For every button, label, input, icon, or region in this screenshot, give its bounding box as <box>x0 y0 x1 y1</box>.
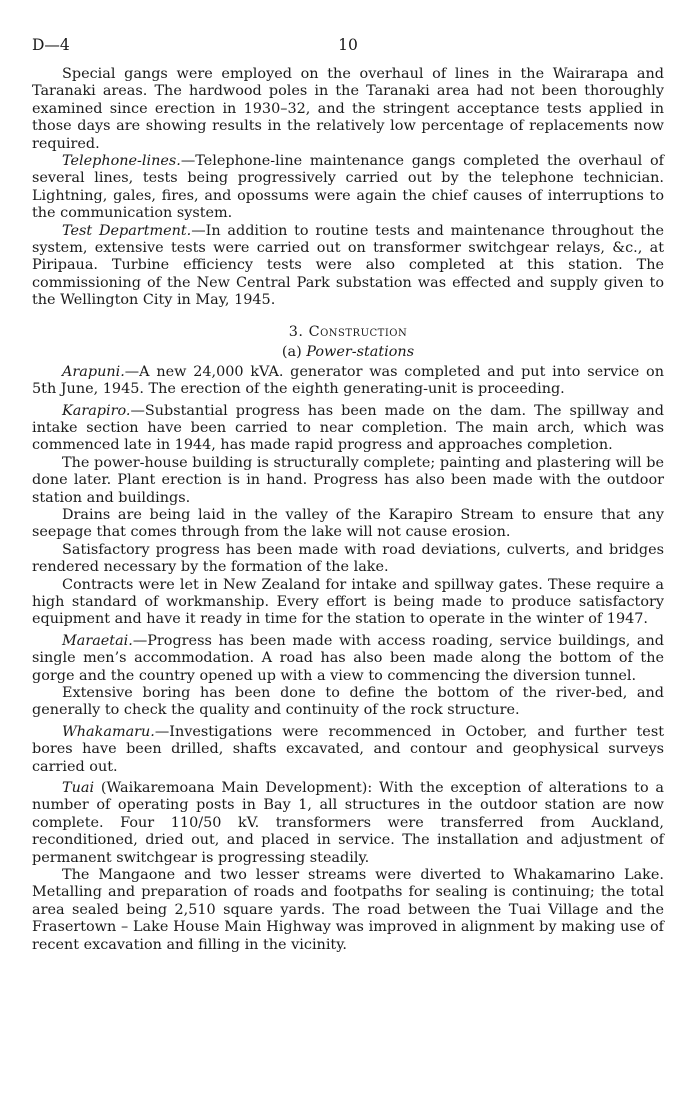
section-number: 3. <box>288 323 304 340</box>
paragraph <box>32 577 664 629</box>
paragraph-lead: Arapuni. <box>62 363 125 380</box>
section-title: Construction <box>308 323 408 340</box>
paragraph-text: The power-house building is structurally complete; painting and plastering will be done later. Plant erection is in hand. Progress has also been made with the outdoor station and buildings. <box>32 454 664 506</box>
paragraph-lead: Tuai <box>62 780 95 797</box>
construction-section <box>32 364 664 954</box>
subsection-title: Power-stations <box>306 343 415 360</box>
paragraph-lead: Whakamaru. <box>62 723 155 740</box>
subsection-heading <box>32 343 664 361</box>
paragraph-text: Contracts were let in New Zealand for intake and spillway gates. These require a high standard of workmanship. Every effort is being made to produce satisfactory equipment and have it ready in time for the station to operate in the winter of 1947. <box>32 576 664 628</box>
paragraph <box>32 633 664 685</box>
paragraph-lead: Karapiro. <box>62 402 131 419</box>
paragraph-text: Drains are being laid in the valley of the Karapiro Stream to ensure that any seepage that comes through from the lake will not cause erosion. <box>32 506 664 541</box>
paragraph-text: —Substantial progress has been made on the dam. The spillway and intake section have been carried to near completion. The main arch, which was commenced late in 1944, has made rapid progress and approaches completion. <box>32 402 664 454</box>
page-header <box>32 36 664 58</box>
paragraph-text: —In addition to routine tests and maintenance throughout the system, extensive tests were carried out on transformer switchgear relays, &c., at Piripaua. Turbine efficiency tests were also completed at this station. The commissioning of the New Central Park substation was effected and supply given to the Wellington City in May, 1945. <box>32 222 664 309</box>
paragraph <box>32 223 664 310</box>
paragraph-text: Special gangs were employed on the overhaul of lines in the Wairarapa and Taranaki areas. The hardwood poles in the Taranaki area had not been thoroughly examined since erection in 1930–32, and the stringent acceptance tests applied in those days are showing results in the relatively low percentage of replacements now required. <box>32 66 664 152</box>
paragraph-text: Extensive boring has been done to define the bottom of the river-bed, and generally to check the quality and continuity of the rock structure. <box>32 685 664 719</box>
paragraph <box>32 780 664 867</box>
paragraph-text: —Telephone-line maintenance gangs completed the overhaul of several lines, tests being progressively carried out by the telephone technician. Lightning, gales, fires, and opossums were again the chief causes of interruptions to the communication system. <box>32 153 664 222</box>
paragraph-text: The Mangaone and two lesser streams were diverted to Whakamarino Lake. Metalling and preparation of roads and footpaths for sealing is continuing; the total area sealed being 2,510 square yards. The road between the Tuai Village and the Frasertown – Lake House Main Highway was improved in alignment by making use of recent excavation and filling in the vicinity. <box>32 867 664 953</box>
paragraph-text: (Waikaremoana Main Development): With the exception of alterations to a number of operating posts in Bay 1, all structures in the outdoor station are now complete. Four 110/50 kV. transformers were transferred from Auckland, reconditioned, dried out, and placed in service. The installation and adjustment of permanent switchgear is progressing steadily. <box>32 780 664 866</box>
maintenance-section <box>32 66 664 310</box>
paragraph <box>32 507 664 542</box>
page-number: 10 <box>338 36 358 54</box>
subsection-label: (a) <box>281 343 302 360</box>
paragraph <box>32 403 664 455</box>
section-heading <box>32 323 664 341</box>
paragraph <box>32 542 664 577</box>
paragraph <box>32 867 664 954</box>
paragraph <box>32 66 664 153</box>
paragraph-lead: Maraetai. <box>62 632 133 649</box>
paragraph <box>32 455 664 507</box>
paragraph <box>32 153 664 223</box>
document-page <box>32 36 664 954</box>
paragraph-text: —Investigations were recommenced in October, and further test bores have been drilled, shafts excavated, and contour and geophysical surveys carried out. <box>32 723 664 775</box>
paragraph-lead: Test Department. <box>62 222 192 239</box>
report-code: D—4 <box>32 36 70 54</box>
paragraph-lead: Telephone-lines. <box>62 153 181 170</box>
paragraph <box>32 685 664 720</box>
paragraph-text: —Progress has been made with access roading, service buildings, and single men’s accommodation. A road has also been made along the bottom of the gorge and the country opened up with a view to commencing the diversion tunnel. <box>32 632 664 684</box>
paragraph <box>32 724 664 776</box>
paragraph-text: —A new 24,000 kVA. generator was completed and put into service on 5th June, 1945. The erection of the eighth generating-unit is proceeding. <box>32 363 664 398</box>
paragraph <box>32 364 664 399</box>
paragraph-text: Satisfactory progress has been made with road deviations, culverts, and bridges rendered necessary by the formation of the lake. <box>32 541 664 576</box>
